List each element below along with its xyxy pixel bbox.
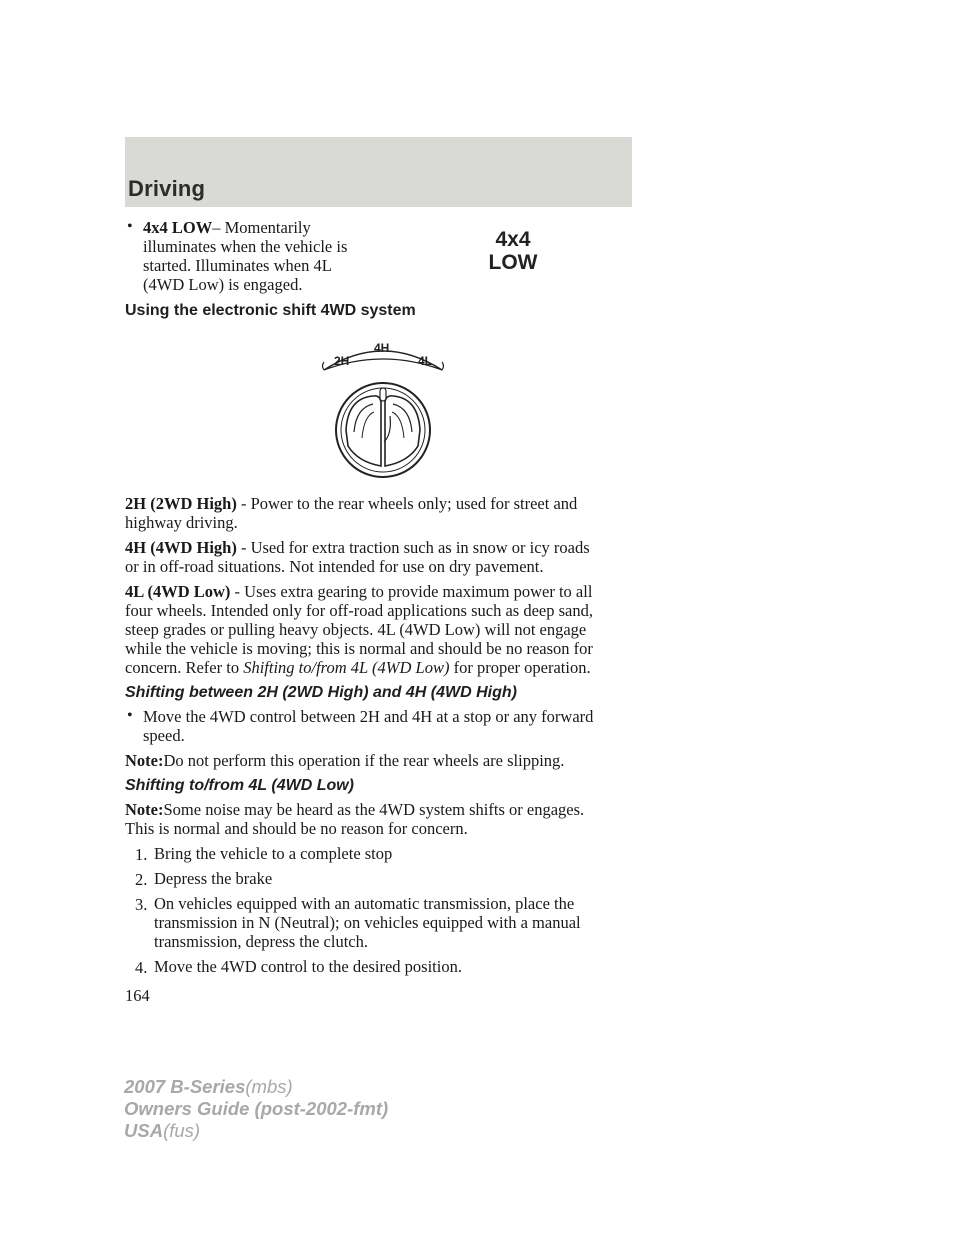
shift1-bullet-line-2: speed. (143, 726, 185, 745)
indicator-line-2: LOW (488, 251, 538, 274)
subheading-shift-4l: Shifting to/from 4L (4WD Low) (125, 777, 355, 794)
step-1-line-1: Bring the vehicle to a complete stop (154, 844, 393, 863)
term-2h: 2H (2WD High) (125, 494, 237, 513)
indicator-line-1: 4x4 (495, 228, 531, 251)
knob-label-4h: 4H (374, 341, 390, 355)
shift2-note-line-1: Note:Some noise may be heard as the 4WD system shifts or engages. (125, 800, 585, 819)
mode-4l-line-5: concern. Refer to Shifting to/from 4L (4WD Low) for proper operation. (125, 658, 591, 677)
footer-line-3: USA(fus) (124, 1120, 201, 1141)
footer-line-1: 2007 B-Series(mbs) (124, 1076, 293, 1097)
mode-4l-line-2: four wheels. Intended only for off-road applications such as deep sand, (125, 601, 593, 620)
bullet-4x4-low-line-2: illuminates when the vehicle is (143, 237, 348, 256)
subheading-shift-2h-4h: Shifting between 2H (2WD High) and 4H (4WD High) (125, 684, 517, 701)
footer-line-2: Owners Guide (post-2002-fmt) (124, 1098, 389, 1119)
bullet-icon: • (127, 707, 133, 724)
step-number: 4. (135, 958, 148, 977)
step-3-line-2: transmission in N (Neutral); on vehicles equipped with a manual (154, 913, 581, 932)
bullet-icon: • (127, 218, 133, 235)
shift2-note-line-2: This is normal and should be no reason for concern. (125, 819, 468, 838)
shift1-note: Note:Do not perform this operation if the rear wheels are slipping. (125, 751, 565, 770)
mode-4l-line-4: while the vehicle is moving; this is normal and should be no reason for (125, 639, 593, 658)
cross-reference: Shifting to/from 4L (4WD Low) (243, 658, 450, 677)
step-number: 2. (135, 870, 148, 889)
term-4l: 4L (4WD Low) (125, 582, 231, 601)
mode-2h-line-2: highway driving. (125, 513, 238, 532)
4wd-control-knob-icon (318, 338, 448, 478)
mode-4l-line-1: 4L (4WD Low) - Uses extra gearing to provide maximum power to all (125, 582, 593, 601)
knob-label-4l: 4L (418, 354, 433, 368)
section-title: Driving (128, 176, 206, 201)
section-heading: Using the electronic shift 4WD system (125, 302, 416, 319)
4x4-low-indicator-icon (488, 228, 538, 274)
mode-4h-line-1: 4H (4WD High) - Used for extra traction such as in snow or icy roads (125, 538, 590, 557)
knob-label-2h: 2H (334, 354, 350, 368)
page-number: 164 (125, 986, 150, 1005)
step-4-line-1: Move the 4WD control to the desired position. (154, 957, 462, 976)
step-number: 1. (135, 845, 148, 864)
mode-2h-line-1: 2H (2WD High) - Power to the rear wheels only; used for street and (125, 494, 578, 513)
bullet-4x4-low-line-1: 4x4 LOW– Momentarily (143, 218, 311, 237)
bullet-4x4-low-line-4: (4WD Low) is engaged. (143, 275, 303, 294)
shift1-bullet-line-1: Move the 4WD control between 2H and 4H at a stop or any forward (143, 707, 594, 726)
step-number: 3. (135, 895, 148, 914)
step-3-line-3: transmission, depress the clutch. (154, 932, 369, 951)
term-4h: 4H (4WD High) (125, 538, 237, 557)
step-2-line-1: Depress the brake (154, 869, 273, 888)
term-4x4-low: 4x4 LOW (143, 218, 213, 237)
step-3-line-1: On vehicles equipped with an automatic transmission, place the (154, 894, 575, 913)
bullet-4x4-low-line-3: started. Illuminates when 4L (143, 256, 332, 275)
mode-4l-line-3: steep grades or pulling heavy objects. 4L (4WD Low) will not engage (125, 620, 587, 639)
mode-4h-line-2: or in off-road situations. Not intended for use on dry pavement. (125, 557, 544, 576)
